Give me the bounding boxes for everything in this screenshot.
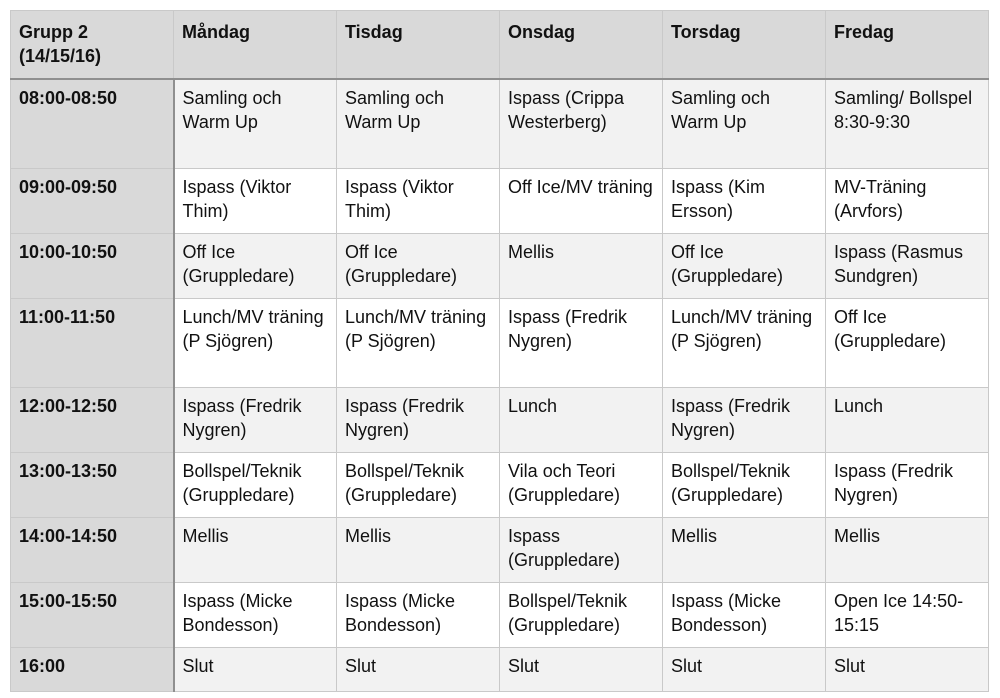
day-header-tuesday: Tisdag	[337, 11, 500, 80]
schedule-cell-monday: Ispass (Viktor Thim)	[174, 168, 337, 233]
schedule-cell-friday: Lunch	[826, 387, 989, 452]
schedule-cell-wednesday: Slut	[500, 647, 663, 691]
schedule-cell-monday: Slut	[174, 647, 337, 691]
schedule-cell-friday: Slut	[826, 647, 989, 691]
time-slot-label: 13:00-13:50	[11, 452, 174, 517]
schedule-cell-thursday: Ispass (Micke Bondesson)	[663, 582, 826, 647]
schedule-cell-thursday: Lunch/MV träning (P Sjögren)	[663, 298, 826, 387]
time-slot-label: 12:00-12:50	[11, 387, 174, 452]
corner-header: Grupp 2 (14/15/16)	[11, 11, 174, 80]
schedule-row	[11, 298, 989, 387]
schedule-row	[11, 582, 989, 647]
time-slot-label: 14:00-14:50	[11, 517, 174, 582]
schedule-container	[10, 10, 989, 692]
schedule-cell-tuesday: Mellis	[337, 517, 500, 582]
schedule-cell-friday: Ispass (Fredrik Nygren)	[826, 452, 989, 517]
schedule-cell-thursday: Ispass (Fredrik Nygren)	[663, 387, 826, 452]
schedule-cell-friday: MV-Träning (Arvfors)	[826, 168, 989, 233]
schedule-cell-tuesday: Ispass (Fredrik Nygren)	[337, 387, 500, 452]
schedule-cell-monday: Ispass (Micke Bondesson)	[174, 582, 337, 647]
schedule-cell-tuesday: Off Ice (Gruppledare)	[337, 233, 500, 298]
schedule-cell-monday: Bollspel/Teknik (Gruppledare)	[174, 452, 337, 517]
schedule-cell-friday: Mellis	[826, 517, 989, 582]
schedule-cell-tuesday: Bollspel/Teknik (Gruppledare)	[337, 452, 500, 517]
schedule-cell-tuesday: Samling och Warm Up	[337, 79, 500, 168]
schedule-table	[10, 10, 989, 692]
schedule-row	[11, 387, 989, 452]
schedule-cell-wednesday: Ispass (Crippa Westerberg)	[500, 79, 663, 168]
time-slot-label: 16:00	[11, 647, 174, 691]
schedule-cell-thursday: Mellis	[663, 517, 826, 582]
schedule-cell-thursday: Slut	[663, 647, 826, 691]
schedule-cell-monday: Samling och Warm Up	[174, 79, 337, 168]
schedule-body	[11, 79, 989, 691]
schedule-cell-wednesday: Ispass (Gruppledare)	[500, 517, 663, 582]
time-slot-label: 09:00-09:50	[11, 168, 174, 233]
schedule-cell-wednesday: Bollspel/Teknik (Gruppledare)	[500, 582, 663, 647]
schedule-row	[11, 168, 989, 233]
schedule-cell-friday: Off Ice (Gruppledare)	[826, 298, 989, 387]
schedule-row	[11, 233, 989, 298]
schedule-cell-thursday: Off Ice (Gruppledare)	[663, 233, 826, 298]
schedule-cell-wednesday: Vila och Teori (Gruppledare)	[500, 452, 663, 517]
schedule-cell-thursday: Samling och Warm Up	[663, 79, 826, 168]
schedule-cell-monday: Off Ice (Gruppledare)	[174, 233, 337, 298]
schedule-cell-friday: Open Ice 14:50-15:15	[826, 582, 989, 647]
time-slot-label: 10:00-10:50	[11, 233, 174, 298]
schedule-row	[11, 647, 989, 691]
day-header-wednesday: Onsdag	[500, 11, 663, 80]
day-header-thursday: Torsdag	[663, 11, 826, 80]
schedule-cell-thursday: Ispass (Kim Ersson)	[663, 168, 826, 233]
schedule-cell-thursday: Bollspel/Teknik (Gruppledare)	[663, 452, 826, 517]
schedule-cell-tuesday: Ispass (Viktor Thim)	[337, 168, 500, 233]
schedule-cell-wednesday: Lunch	[500, 387, 663, 452]
schedule-cell-monday: Mellis	[174, 517, 337, 582]
time-slot-label: 11:00-11:50	[11, 298, 174, 387]
schedule-row	[11, 517, 989, 582]
schedule-cell-friday: Ispass (Rasmus Sundgren)	[826, 233, 989, 298]
schedule-cell-friday: Samling/ Bollspel 8:30-9:30	[826, 79, 989, 168]
schedule-row	[11, 452, 989, 517]
schedule-cell-tuesday: Slut	[337, 647, 500, 691]
schedule-cell-monday: Ispass (Fredrik Nygren)	[174, 387, 337, 452]
header-row	[11, 11, 989, 80]
day-header-monday: Måndag	[174, 11, 337, 80]
schedule-cell-wednesday: Mellis	[500, 233, 663, 298]
schedule-cell-monday: Lunch/MV träning (P Sjögren)	[174, 298, 337, 387]
time-slot-label: 15:00-15:50	[11, 582, 174, 647]
day-header-friday: Fredag	[826, 11, 989, 80]
schedule-row	[11, 79, 989, 168]
schedule-cell-wednesday: Off Ice/MV träning	[500, 168, 663, 233]
schedule-cell-tuesday: Ispass (Micke Bondesson)	[337, 582, 500, 647]
time-slot-label: 08:00-08:50	[11, 79, 174, 168]
schedule-cell-tuesday: Lunch/MV träning (P Sjögren)	[337, 298, 500, 387]
schedule-cell-wednesday: Ispass (Fredrik Nygren)	[500, 298, 663, 387]
